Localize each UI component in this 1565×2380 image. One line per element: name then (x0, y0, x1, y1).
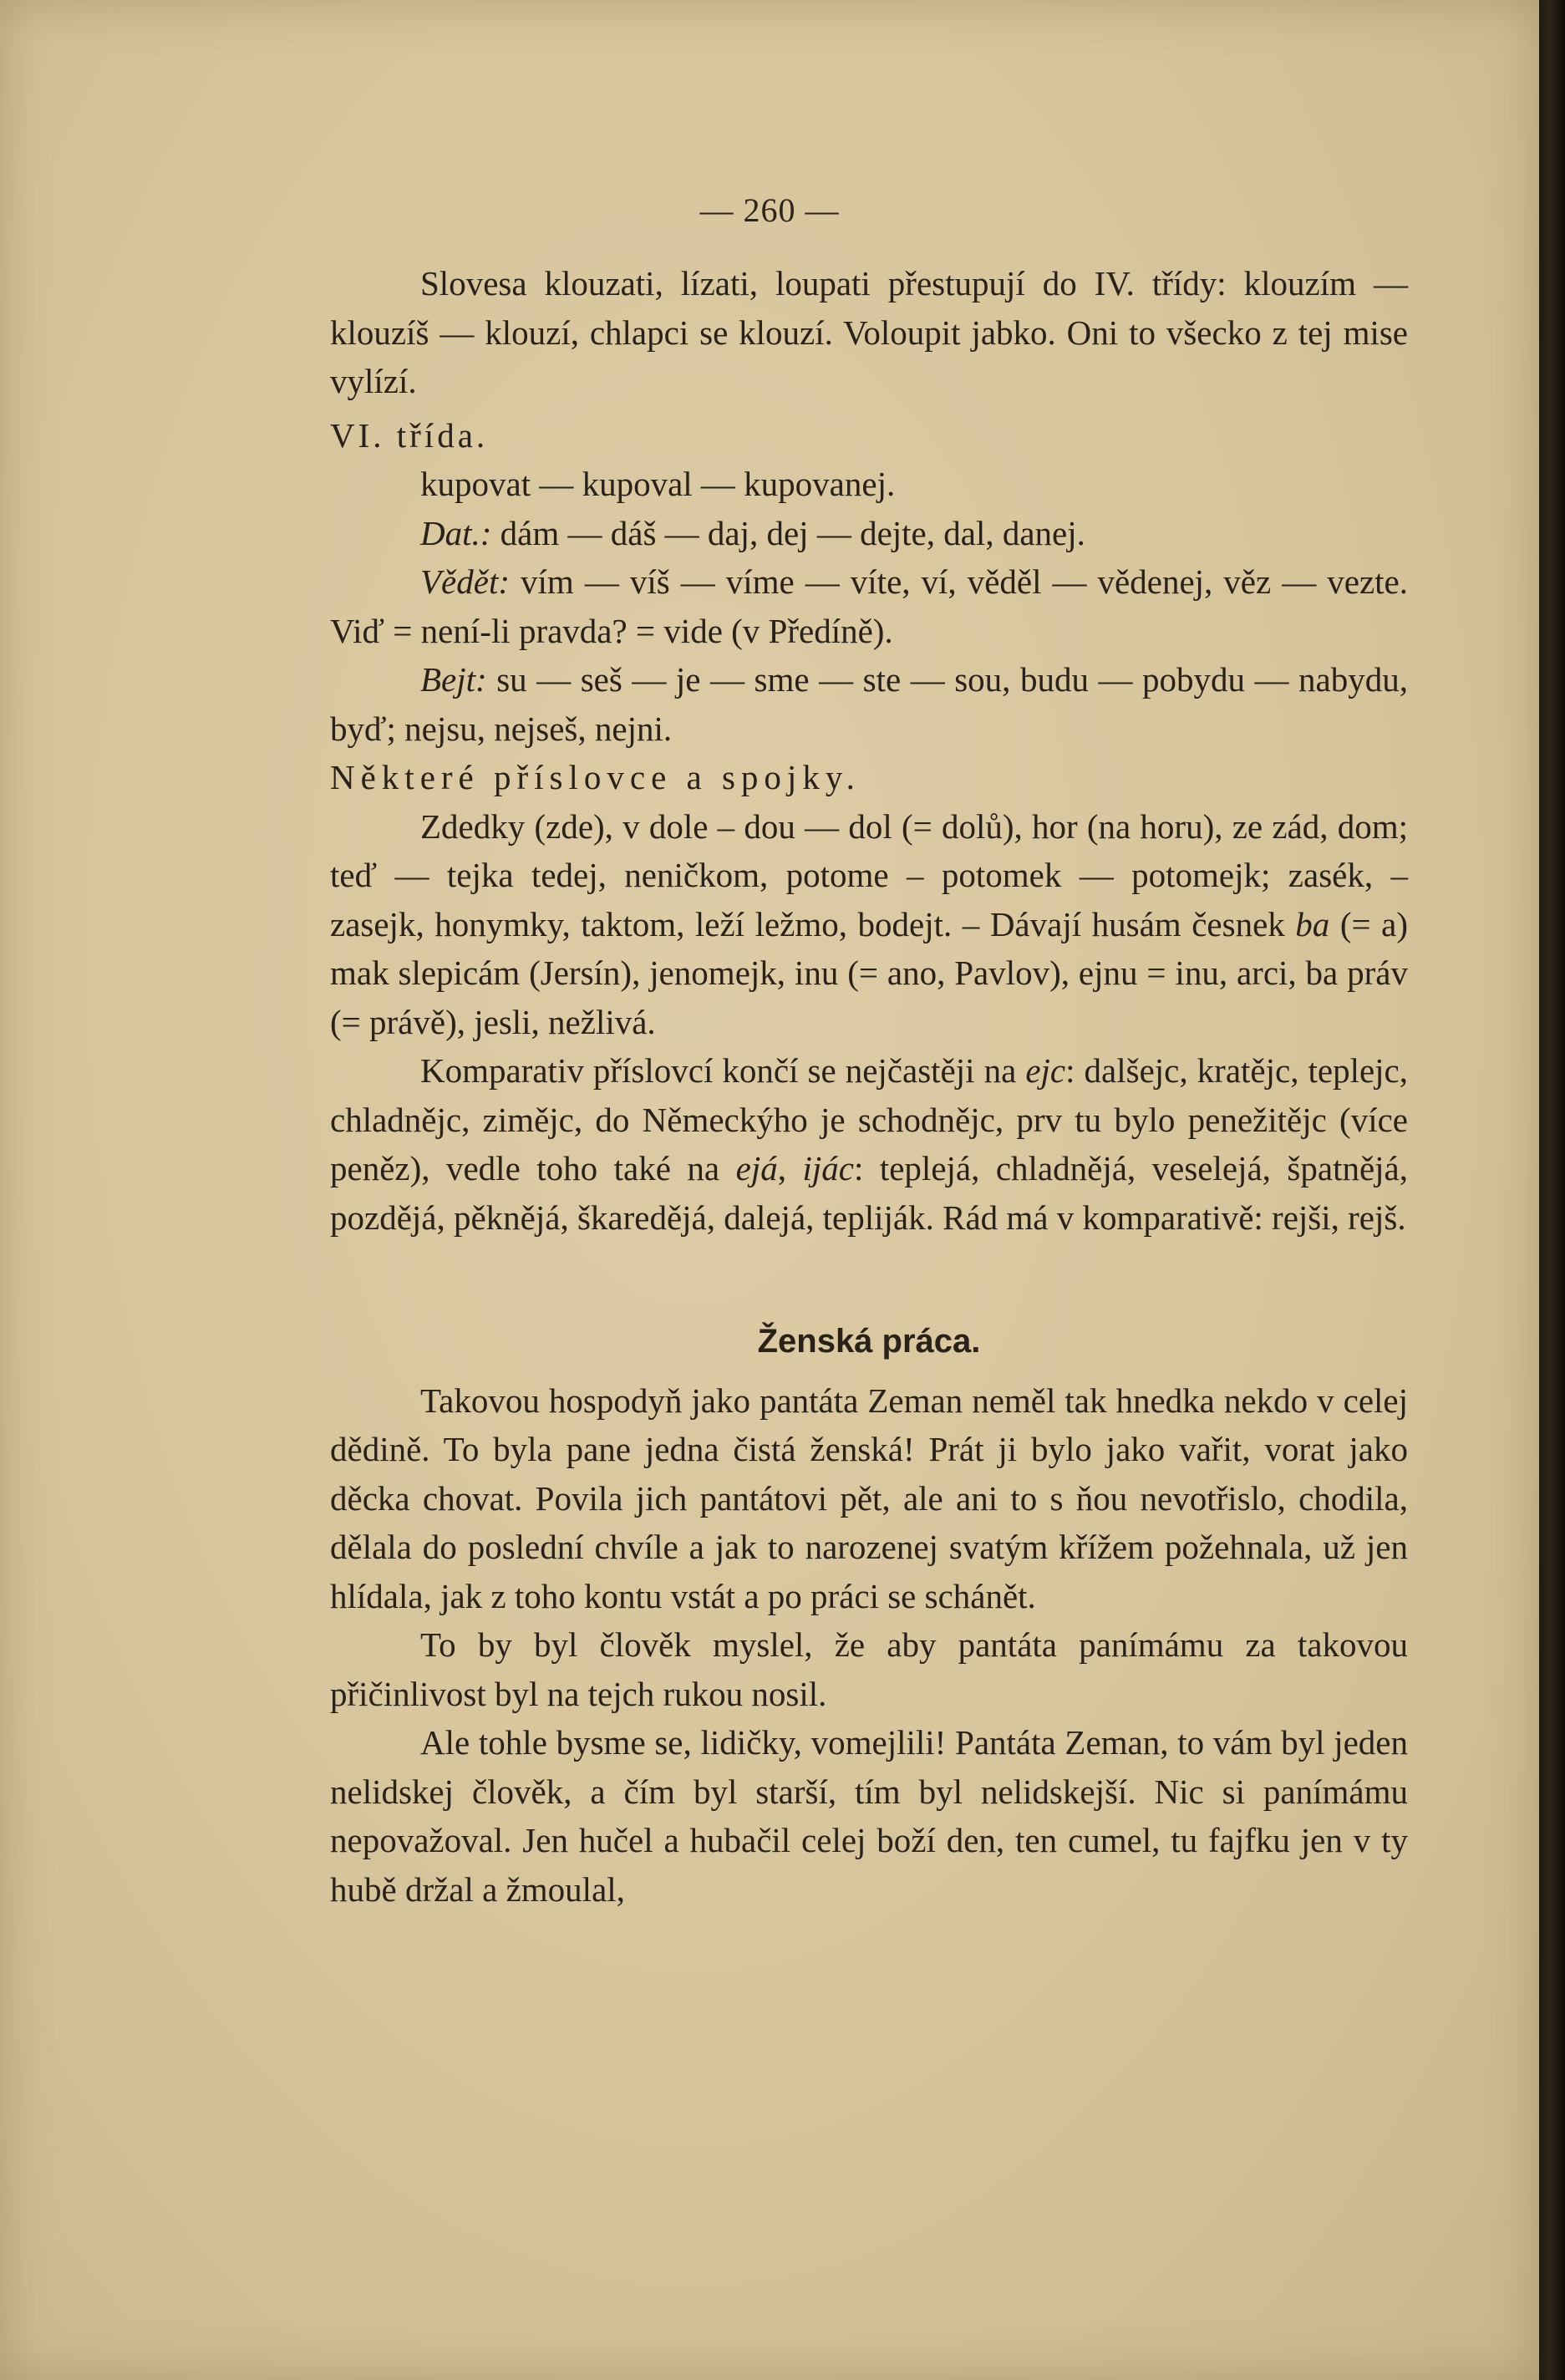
line-bejt (330, 655, 1408, 753)
paragraph-zdedky (330, 802, 1408, 1047)
label-bejt: Bejt: (420, 660, 487, 699)
line-vedet (330, 557, 1408, 655)
paragraph-hospodyn: Takovou hospodyň jako pantáta Zeman neměl tak hnedka nekdo v celej dědině. To byla pane jedna čistá ženská! Prát ji bylo jako vařit, vorat jako děcka chovat. Povila jich pantátovi pět, ale ani to s ňou nevotřislo, chodila, dělala do poslední chvíle a jak to narozenej svatým křížem požehnala, už jen hlídala, jak z toho kontu vstát a po práci se schánět. (330, 1381, 1408, 1615)
heading-nektere-prislovce: Některé příslovce a spojky. (330, 758, 861, 796)
suffix-ijac: ijác (802, 1149, 854, 1187)
suffix-eja: ejá (735, 1149, 778, 1187)
text-vedet: vím — víš — víme — víte, ví, věděl — vědenej, věz — vezte. Viď = není-li pravda? = vide (v Předíně). (330, 562, 1408, 650)
paragraph-komparativ (330, 1046, 1408, 1242)
book-spine (1539, 0, 1565, 2380)
word-ba: ba (1295, 904, 1330, 943)
label-dat: Dat.: (420, 513, 492, 552)
section-title: Ženská práca. (757, 1323, 981, 1360)
text-komparativ-b: : dalšejc, kratějc, teplejc, chladnějc, zimějc, do Německýho je schodnějc, prv tu bylo penežitějc (více peněz), vedle toho také na (330, 1051, 1408, 1187)
heading-vi-trida: VI. třída. (330, 415, 489, 455)
label-vedet: Vědět: (420, 562, 510, 601)
text-dat: dám — dáš — daj, dej — dejte, dal, danej. (500, 513, 1085, 552)
line-dat (330, 509, 1408, 558)
text-zdedky-a: Zdedky (zde), v dole – dou — dol (= dolů), hor (na horu), ze zád, dom; teď — tejka tedej, neničkom, potome – potomek — potomejk; zasék, – zasejk, honymky, taktom, leží ležmo, bodejt. – Dávají husám česnek (330, 806, 1408, 943)
text-bejt: su — seš — je — sme — ste — sou, budu — pobydu — nabydu, byď; nejsu, nejseš, nejni. (330, 660, 1408, 748)
text-komparativ-c: : teplejá, chladnějá, veselejá, špatnějá, pozdějá, pěknějá, škaredějá, dalejá, tepliják. Rád má v komparativě: rejši, rejš. (330, 1149, 1409, 1237)
suffix-ejc: ejc (1025, 1051, 1066, 1090)
page-text (330, 259, 1408, 1914)
paragraph-pantata-zeman: Ale tohle bysme se, lidičky, vomejlili! Pantáta Zeman, to vám byl jeden nelidskej člověk, a čím byl starší, tím byl nelidskejší. Nic si panímámu nepovažoval. Jen hučel a hubačil celej boží den, ten cumel, tu fajfku jen v ty hubě držal a žmoulal, (330, 1723, 1408, 1909)
page-number: — 260 — (699, 191, 840, 229)
text-zdedky-b: (= a) mak slepicám (Jersín), jenomejk, inu (= ano, Pavlov), ejnu = inu, arci, ba práv (= právě), jesli, nežlivá. (330, 904, 1408, 1041)
line-kupovat: kupovat — kupoval — kupovanej. (420, 465, 896, 503)
text-komparativ-a: Komparativ příslovcí končí se nejčastěji na (420, 1051, 1026, 1090)
paragraph-clovek-myslel: To by byl člověk myslel, že aby pantáta panímámu za takovou přičinlivost byl na tejch rukou nosil. (330, 1625, 1408, 1713)
paragraph-slovesa: Slovesa klouzati, lízati, loupati přestupují do IV. třídy: klouzím — klouzíš — klouzí, chlapci se klouzí. Voloupit jabko. Oni to všecko z tej mise vylízí. (330, 264, 1408, 400)
text-komparativ-sep: , (777, 1149, 803, 1187)
